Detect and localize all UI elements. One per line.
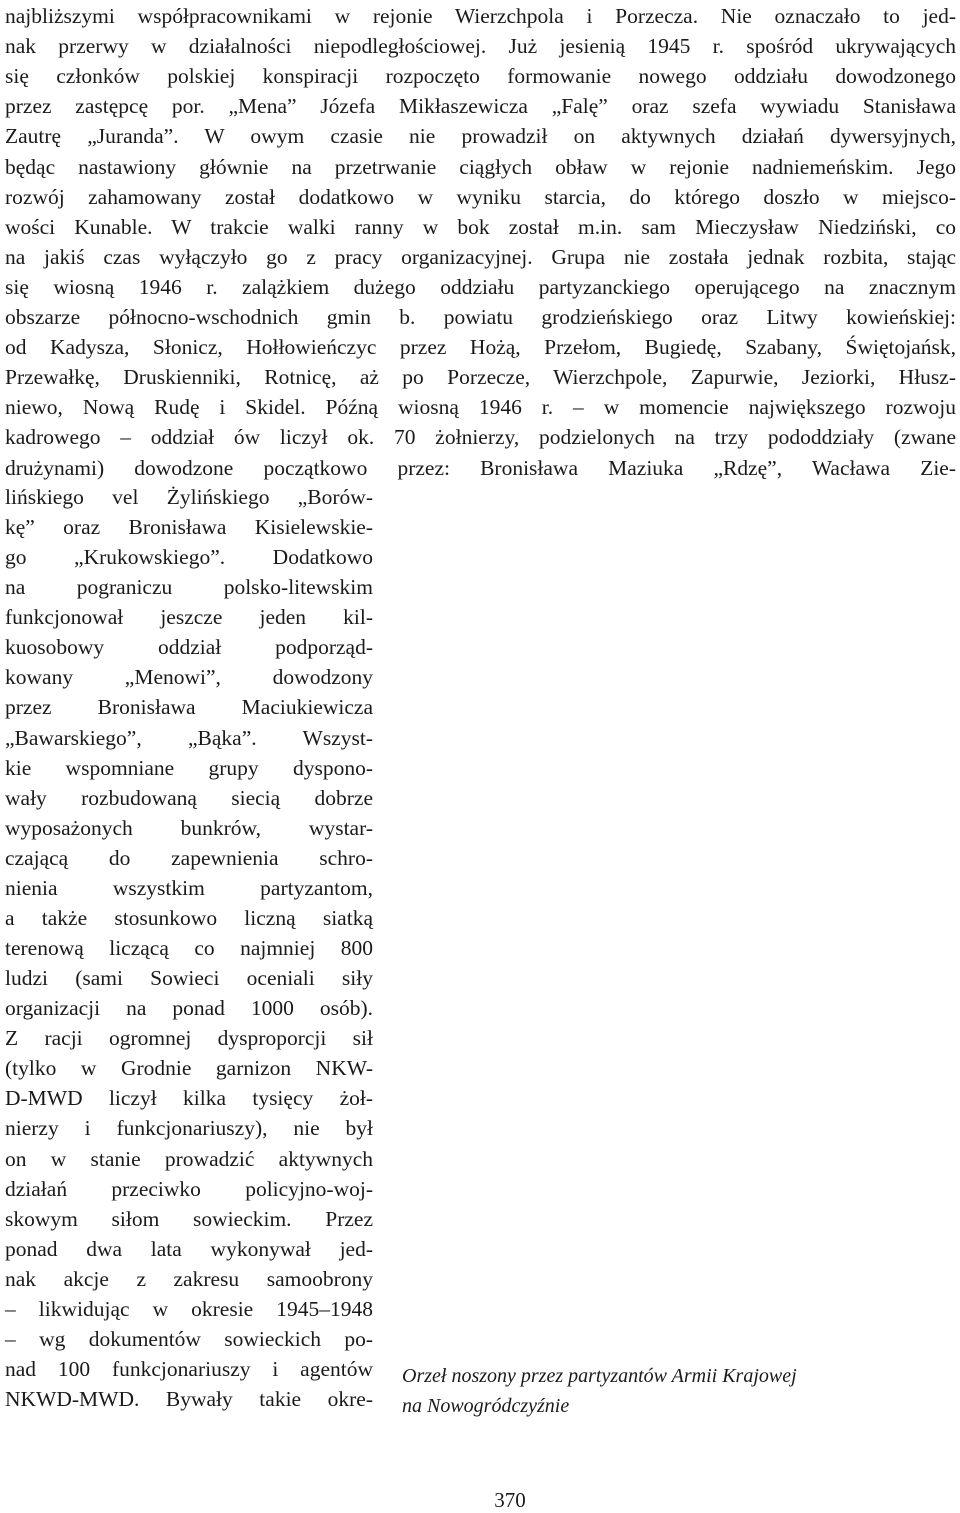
text-line [5, 1264, 373, 1294]
text-line [5, 1324, 373, 1354]
text-line [5, 873, 373, 903]
text-line-content: nak przerwy w działalności niepodległościowej. Już jesienią 1945 r. spośród ukrywających [5, 34, 956, 59]
text-line-content: obszarze północno-wschodnich gmin b. powiatu grodzieńskiego oraz Litwy kowieńskiej: [5, 305, 956, 329]
text-line [5, 692, 373, 722]
text-line-content: Przewałkę, Druskienniki, Rotnicę, aż po Porzecze, Wierzchpole, Zapurwie, Jeziorki, Hłusz- [5, 365, 956, 390]
text-line [5, 272, 956, 302]
text-line-content: najbliższymi współpracownikami w rejonie Wierzchpola i Porzecza. Nie oznaczało to jed- [5, 4, 956, 28]
text-line [5, 91, 956, 121]
text-line-content: – likwidując w okresie 1945–1948 [5, 1296, 373, 1321]
text-line [5, 152, 956, 182]
text-line [5, 362, 956, 392]
text-line-content: nad 100 funkcjonariuszy i agentów [5, 1357, 373, 1382]
text-line [5, 1023, 373, 1053]
text-line-content: go „Krukowskiego”. Dodatkowo [5, 545, 373, 570]
text-line-content: kadrowego – oddział ów liczył ok. 70 żołnierzy, podzielonych na trzy pododdziały (zwane [5, 425, 956, 450]
text-line [5, 1354, 373, 1384]
text-line-content: działań przeciwko policyjno-woj- [5, 1176, 373, 1201]
text-line-content: on w stanie prowadzić aktywnych [5, 1146, 373, 1171]
text-line [5, 963, 373, 993]
text-line-content: – wg dokumentów sowieckich po- [5, 1326, 373, 1351]
text-line-content: terenową liczącą co najmniej 800 [5, 936, 373, 961]
text-line [5, 1, 956, 31]
text-line-content: od Kadysza, Słonicz, Hołłowieńczyc przez Hożą, Przełom, Bugiedę, Szabany, Świętojańsk, [5, 335, 956, 360]
text-line-content: D-MWD liczył kilka tysięcy żoł- [5, 1086, 373, 1111]
text-line [5, 31, 956, 61]
text-line-content: rozwój zahamowany został dodatkowo w wyniku starcia, do którego doszło w miejsco- [5, 184, 956, 209]
text-line [5, 1234, 373, 1264]
text-line [5, 1204, 373, 1234]
caption-line: Orzeł noszony przez partyzantów Armii Krajowej [402, 1365, 797, 1387]
text-line-content: nienia wszystkim partyzantom, [5, 875, 373, 900]
text-line [5, 212, 956, 242]
text-line [5, 632, 373, 662]
text-line [5, 753, 373, 783]
text-line-content: będąc nastawiony głównie na przetrwanie ciągłych obław w rejonie nadniemeńskim. Jego [5, 154, 956, 179]
text-line [5, 482, 373, 512]
text-line [5, 182, 956, 212]
text-line-content: a także stosunkowo liczną siatką [5, 905, 373, 930]
text-line-content: Z racji ogromnej dysproporcji sił [5, 1026, 373, 1051]
text-line-content: na jakiś czas wyłączyło go z pracy organizacyjnej. Grupa nie została jednak rozbita, stając [5, 244, 956, 269]
text-line [5, 662, 373, 692]
text-line [5, 572, 373, 602]
caption-line: na Nowogródczyźnie [402, 1395, 570, 1417]
text-line-content: się wiosną 1946 r. zalążkiem dużego oddziału partyzanckiego operującego na znacznym [5, 274, 956, 299]
text-line [5, 1053, 373, 1083]
text-line-content: kie wspomniane grupy dyspono- [5, 755, 373, 780]
text-line [5, 1294, 373, 1324]
text-line-content: niewo, Nową Rudę i Skidel. Późną wiosną 1946 r. – w momencie największego rozwoju [5, 395, 956, 420]
text-line [5, 1144, 373, 1174]
text-line [5, 392, 956, 422]
text-line [5, 121, 956, 151]
text-line-content: nak akcje z zakresu samoobrony [5, 1266, 373, 1291]
text-line [5, 723, 373, 753]
text-line [5, 1113, 373, 1143]
page-number: 370 [494, 1488, 526, 1512]
text-line [5, 242, 956, 272]
text-line [5, 61, 956, 91]
text-line-content: „Bawarskiego”, „Bąka”. Wszyst- [5, 725, 373, 750]
text-line [5, 903, 373, 933]
text-line-content: się członków polskiej konspiracji rozpoczęto formowanie nowego oddziału dowodzonego [5, 64, 956, 89]
text-line-content: wały rozbudowaną siecią dobrze [5, 785, 373, 810]
text-line [5, 512, 373, 542]
text-line-content: kę” oraz Bronisława Kisielewskie- [5, 515, 373, 540]
text-line-content: wości Kunable. W trakcie walki ranny w bok został m.in. sam Mieczysław Niedziński, co [5, 214, 956, 239]
text-line-content: (tylko w Grodnie garnizon NKW- [5, 1056, 373, 1081]
text-line-content: czającą do zapewnienia schro- [5, 845, 373, 870]
text-line-content: wyposażonych bunkrów, wystar- [5, 815, 373, 840]
text-line-content: przez zastępcę por. „Mena” Józefa Mikłaszewicza „Falę” oraz szefa wywiadu Stanisława [5, 94, 956, 119]
text-line [5, 783, 373, 813]
text-line-content: organizacji na ponad 1000 osób). [5, 996, 373, 1021]
text-line-content: nierzy i funkcjonariuszy), nie był [5, 1116, 373, 1141]
text-line [5, 813, 373, 843]
text-line [5, 1174, 373, 1204]
text-line-content: drużynami) dowodzone początkowo przez: Bronisława Maziuka „Rdzę”, Wacława Zie- [5, 455, 956, 480]
text-line-content: Zautrę „Juranda”. W owym czasie nie prowadził on aktywnych działań dywersyjnych, [5, 124, 956, 149]
text-line [5, 332, 956, 362]
text-line-content: ludzi (sami Sowieci oceniali siły [5, 966, 373, 991]
text-line [5, 542, 373, 572]
text-line [5, 843, 373, 873]
text-line [5, 1384, 373, 1414]
text-line-content: kuosobowy oddział podporząd- [5, 635, 373, 660]
text-line-content: ponad dwa lata wykonywał jed- [5, 1236, 373, 1261]
text-line [5, 993, 373, 1023]
text-line [5, 422, 956, 452]
text-line-content: NKWD-MWD. Bywały takie okre- [5, 1387, 373, 1412]
text-line-content: przez Bronisława Maciukiewicza [5, 695, 373, 720]
text-line [5, 602, 373, 632]
text-line [5, 302, 956, 332]
text-line-content: lińskiego vel Żylińskiego „Borów- [5, 485, 373, 509]
text-line-content: skowym siłom sowieckim. Przez [5, 1206, 373, 1231]
text-line [5, 1083, 373, 1113]
text-line-content: kowany „Menowi”, dowodzony [5, 665, 373, 690]
text-line-content: na pograniczu polsko-litewskim [5, 575, 373, 600]
text-line [5, 933, 373, 963]
text-line [5, 453, 956, 483]
text-line-content: funkcjonował jeszcze jeden kil- [5, 605, 373, 630]
